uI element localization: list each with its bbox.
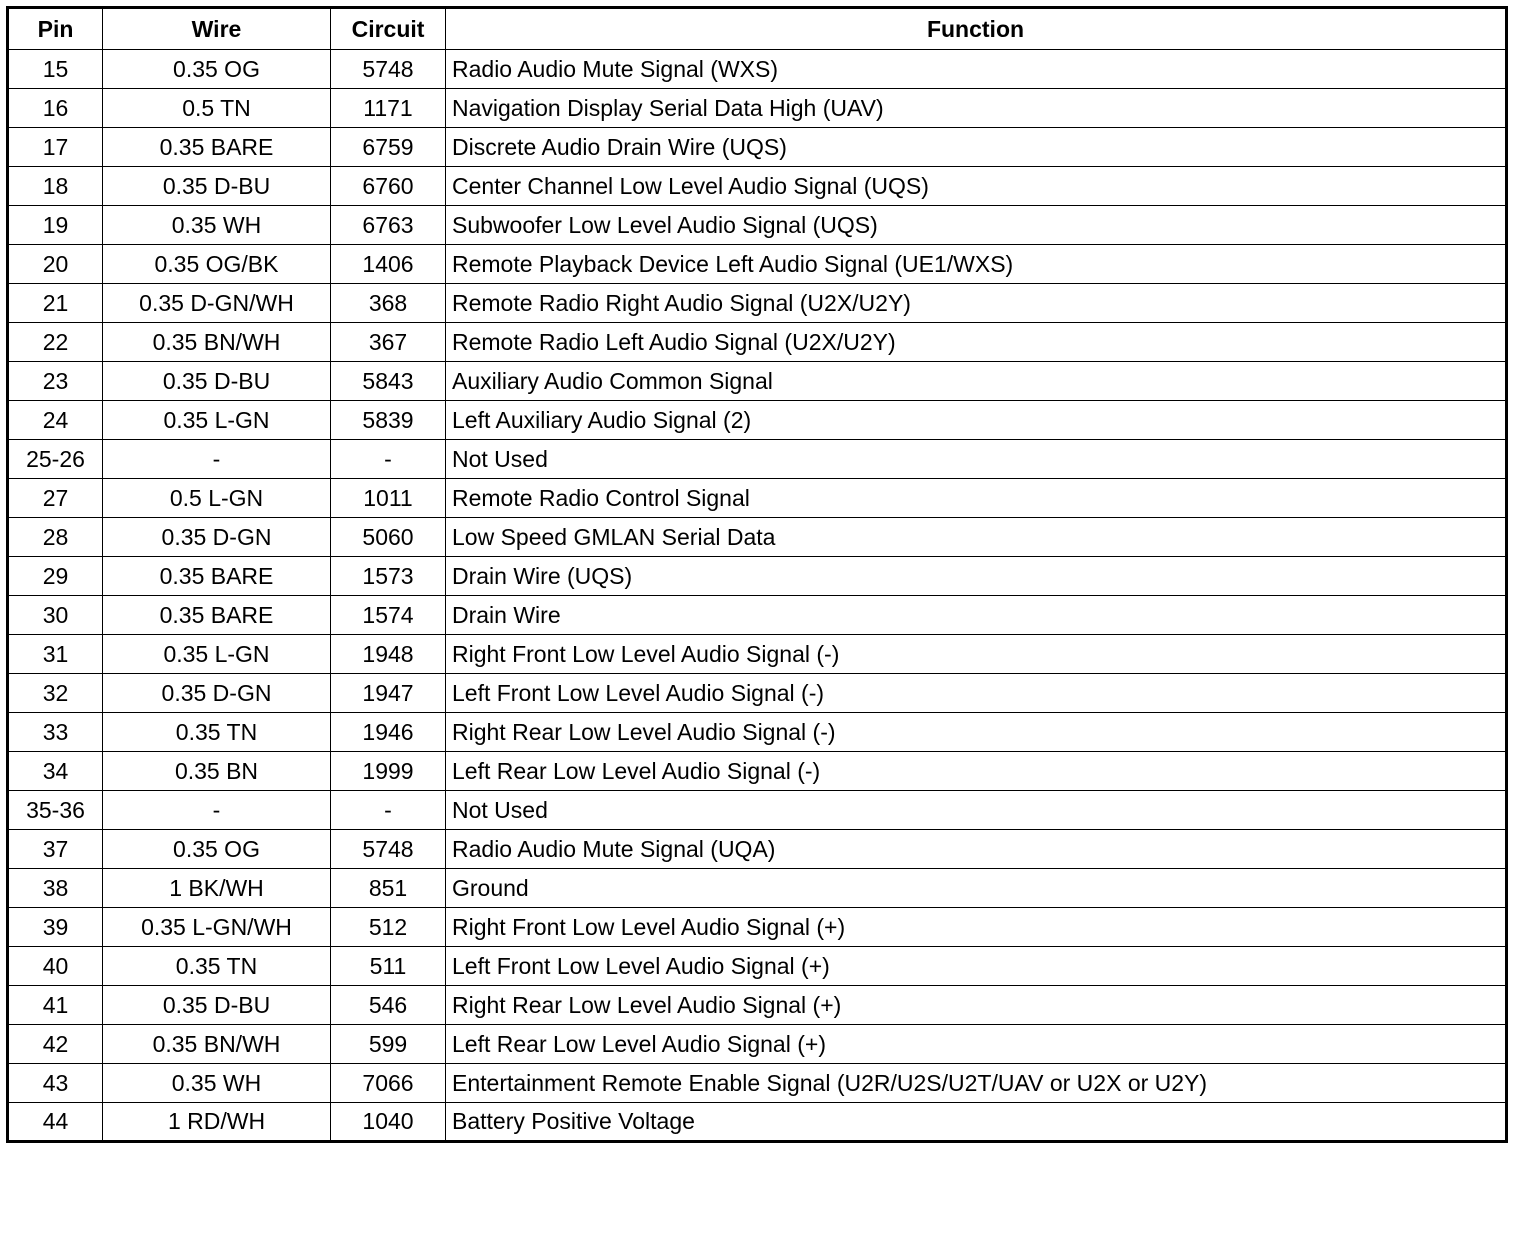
circuit-cell: 1573 bbox=[331, 557, 446, 596]
function-cell: Right Front Low Level Audio Signal (+) bbox=[446, 908, 1507, 947]
circuit-cell: 1948 bbox=[331, 635, 446, 674]
circuit-cell: 368 bbox=[331, 284, 446, 323]
table-row bbox=[8, 206, 1507, 245]
pin-cell: 18 bbox=[8, 167, 103, 206]
table-row bbox=[8, 401, 1507, 440]
pin-cell: 32 bbox=[8, 674, 103, 713]
wire-cell: 0.35 BARE bbox=[103, 596, 331, 635]
table-row bbox=[8, 752, 1507, 791]
circuit-cell: 1011 bbox=[331, 479, 446, 518]
circuit-cell: 1999 bbox=[331, 752, 446, 791]
pin-cell: 43 bbox=[8, 1064, 103, 1103]
function-cell: Left Front Low Level Audio Signal (+) bbox=[446, 947, 1507, 986]
wire-cell: 0.35 D-BU bbox=[103, 986, 331, 1025]
circuit-cell: 851 bbox=[331, 869, 446, 908]
table-row bbox=[8, 440, 1507, 479]
wire-cell: 0.35 D-BU bbox=[103, 167, 331, 206]
pin-cell: 22 bbox=[8, 323, 103, 362]
header-circuit: Circuit bbox=[331, 8, 446, 50]
table-row bbox=[8, 50, 1507, 89]
function-cell: Navigation Display Serial Data High (UAV) bbox=[446, 89, 1507, 128]
table-row bbox=[8, 518, 1507, 557]
table-row bbox=[8, 713, 1507, 752]
circuit-cell: 1171 bbox=[331, 89, 446, 128]
function-cell: Discrete Audio Drain Wire (UQS) bbox=[446, 128, 1507, 167]
wire-cell: 0.35 L-GN bbox=[103, 635, 331, 674]
table-row bbox=[8, 635, 1507, 674]
pin-cell: 34 bbox=[8, 752, 103, 791]
circuit-cell: 1574 bbox=[331, 596, 446, 635]
pin-cell: 41 bbox=[8, 986, 103, 1025]
function-cell: Not Used bbox=[446, 440, 1507, 479]
wire-cell: 0.35 BARE bbox=[103, 128, 331, 167]
function-cell: Entertainment Remote Enable Signal (U2R/U2S/U2T/UAV or U2X or U2Y) bbox=[446, 1064, 1507, 1103]
pin-cell: 17 bbox=[8, 128, 103, 167]
pin-cell: 33 bbox=[8, 713, 103, 752]
function-cell: Right Rear Low Level Audio Signal (-) bbox=[446, 713, 1507, 752]
wire-cell: 0.35 BN/WH bbox=[103, 323, 331, 362]
table-row bbox=[8, 557, 1507, 596]
pin-cell: 44 bbox=[8, 1103, 103, 1142]
table-body bbox=[8, 50, 1507, 1142]
table-header-row bbox=[8, 8, 1507, 50]
wire-cell: 0.35 L-GN bbox=[103, 401, 331, 440]
function-cell: Right Front Low Level Audio Signal (-) bbox=[446, 635, 1507, 674]
table-row bbox=[8, 986, 1507, 1025]
pin-cell: 16 bbox=[8, 89, 103, 128]
table-row bbox=[8, 674, 1507, 713]
pin-cell: 42 bbox=[8, 1025, 103, 1064]
pin-cell: 40 bbox=[8, 947, 103, 986]
function-cell: Drain Wire bbox=[446, 596, 1507, 635]
function-cell: Not Used bbox=[446, 791, 1507, 830]
circuit-cell: 5839 bbox=[331, 401, 446, 440]
pin-cell: 30 bbox=[8, 596, 103, 635]
table-row bbox=[8, 830, 1507, 869]
table-row bbox=[8, 284, 1507, 323]
function-cell: Radio Audio Mute Signal (WXS) bbox=[446, 50, 1507, 89]
wire-cell: 0.35 BARE bbox=[103, 557, 331, 596]
wire-cell: - bbox=[103, 440, 331, 479]
wire-cell: 0.5 TN bbox=[103, 89, 331, 128]
wire-cell: 0.35 WH bbox=[103, 206, 331, 245]
circuit-cell: 5748 bbox=[331, 50, 446, 89]
function-cell: Center Channel Low Level Audio Signal (UQS) bbox=[446, 167, 1507, 206]
function-cell: Battery Positive Voltage bbox=[446, 1103, 1507, 1142]
pin-cell: 39 bbox=[8, 908, 103, 947]
circuit-cell: 512 bbox=[331, 908, 446, 947]
circuit-cell: 546 bbox=[331, 986, 446, 1025]
table-row bbox=[8, 1025, 1507, 1064]
function-cell: Remote Radio Control Signal bbox=[446, 479, 1507, 518]
function-cell: Auxiliary Audio Common Signal bbox=[446, 362, 1507, 401]
table-row bbox=[8, 245, 1507, 284]
circuit-cell: 511 bbox=[331, 947, 446, 986]
table-row bbox=[8, 1103, 1507, 1142]
header-wire: Wire bbox=[103, 8, 331, 50]
wire-cell: 0.35 TN bbox=[103, 713, 331, 752]
table-row bbox=[8, 1064, 1507, 1103]
wire-cell: 0.35 BN bbox=[103, 752, 331, 791]
wire-cell: 1 RD/WH bbox=[103, 1103, 331, 1142]
connector-pinout-table bbox=[6, 6, 1508, 1143]
wire-cell: 0.35 OG bbox=[103, 50, 331, 89]
pin-cell: 23 bbox=[8, 362, 103, 401]
table-row bbox=[8, 167, 1507, 206]
pin-cell: 35-36 bbox=[8, 791, 103, 830]
pin-cell: 19 bbox=[8, 206, 103, 245]
table-row bbox=[8, 362, 1507, 401]
function-cell: Left Front Low Level Audio Signal (-) bbox=[446, 674, 1507, 713]
circuit-cell: 6760 bbox=[331, 167, 446, 206]
wire-cell: 0.35 BN/WH bbox=[103, 1025, 331, 1064]
pin-cell: 28 bbox=[8, 518, 103, 557]
circuit-cell: 5843 bbox=[331, 362, 446, 401]
table-row bbox=[8, 947, 1507, 986]
circuit-cell: 599 bbox=[331, 1025, 446, 1064]
function-cell: Left Rear Low Level Audio Signal (+) bbox=[446, 1025, 1507, 1064]
pin-cell: 24 bbox=[8, 401, 103, 440]
circuit-cell: 7066 bbox=[331, 1064, 446, 1103]
wire-cell: 1 BK/WH bbox=[103, 869, 331, 908]
table-row bbox=[8, 479, 1507, 518]
function-cell: Subwoofer Low Level Audio Signal (UQS) bbox=[446, 206, 1507, 245]
table-row bbox=[8, 323, 1507, 362]
function-cell: Remote Radio Left Audio Signal (U2X/U2Y) bbox=[446, 323, 1507, 362]
wire-cell: 0.5 L-GN bbox=[103, 479, 331, 518]
wire-cell: 0.35 L-GN/WH bbox=[103, 908, 331, 947]
header-pin: Pin bbox=[8, 8, 103, 50]
function-cell: Remote Radio Right Audio Signal (U2X/U2Y) bbox=[446, 284, 1507, 323]
circuit-cell: - bbox=[331, 440, 446, 479]
pin-cell: 31 bbox=[8, 635, 103, 674]
pin-cell: 38 bbox=[8, 869, 103, 908]
circuit-cell: 5060 bbox=[331, 518, 446, 557]
function-cell: Left Rear Low Level Audio Signal (-) bbox=[446, 752, 1507, 791]
wire-cell: 0.35 D-BU bbox=[103, 362, 331, 401]
circuit-cell: 6763 bbox=[331, 206, 446, 245]
table-row bbox=[8, 869, 1507, 908]
table-row bbox=[8, 791, 1507, 830]
wire-cell: - bbox=[103, 791, 331, 830]
function-cell: Ground bbox=[446, 869, 1507, 908]
wire-cell: 0.35 D-GN bbox=[103, 518, 331, 557]
table-row bbox=[8, 128, 1507, 167]
pin-cell: 25-26 bbox=[8, 440, 103, 479]
circuit-cell: 1406 bbox=[331, 245, 446, 284]
function-cell: Remote Playback Device Left Audio Signal (UE1/WXS) bbox=[446, 245, 1507, 284]
wire-cell: 0.35 D-GN bbox=[103, 674, 331, 713]
function-cell: Left Auxiliary Audio Signal (2) bbox=[446, 401, 1507, 440]
circuit-cell: - bbox=[331, 791, 446, 830]
pin-cell: 21 bbox=[8, 284, 103, 323]
wire-cell: 0.35 OG bbox=[103, 830, 331, 869]
circuit-cell: 1040 bbox=[331, 1103, 446, 1142]
wire-cell: 0.35 D-GN/WH bbox=[103, 284, 331, 323]
function-cell: Radio Audio Mute Signal (UQA) bbox=[446, 830, 1507, 869]
pin-cell: 15 bbox=[8, 50, 103, 89]
pin-cell: 27 bbox=[8, 479, 103, 518]
wire-cell: 0.35 WH bbox=[103, 1064, 331, 1103]
header-function: Function bbox=[446, 8, 1507, 50]
circuit-cell: 1947 bbox=[331, 674, 446, 713]
wire-cell: 0.35 OG/BK bbox=[103, 245, 331, 284]
pin-cell: 29 bbox=[8, 557, 103, 596]
table-row bbox=[8, 596, 1507, 635]
function-cell: Low Speed GMLAN Serial Data bbox=[446, 518, 1507, 557]
table-row bbox=[8, 89, 1507, 128]
function-cell: Right Rear Low Level Audio Signal (+) bbox=[446, 986, 1507, 1025]
circuit-cell: 367 bbox=[331, 323, 446, 362]
circuit-cell: 1946 bbox=[331, 713, 446, 752]
wire-cell: 0.35 TN bbox=[103, 947, 331, 986]
pin-cell: 20 bbox=[8, 245, 103, 284]
circuit-cell: 5748 bbox=[331, 830, 446, 869]
table-row bbox=[8, 908, 1507, 947]
circuit-cell: 6759 bbox=[331, 128, 446, 167]
function-cell: Drain Wire (UQS) bbox=[446, 557, 1507, 596]
pin-cell: 37 bbox=[8, 830, 103, 869]
